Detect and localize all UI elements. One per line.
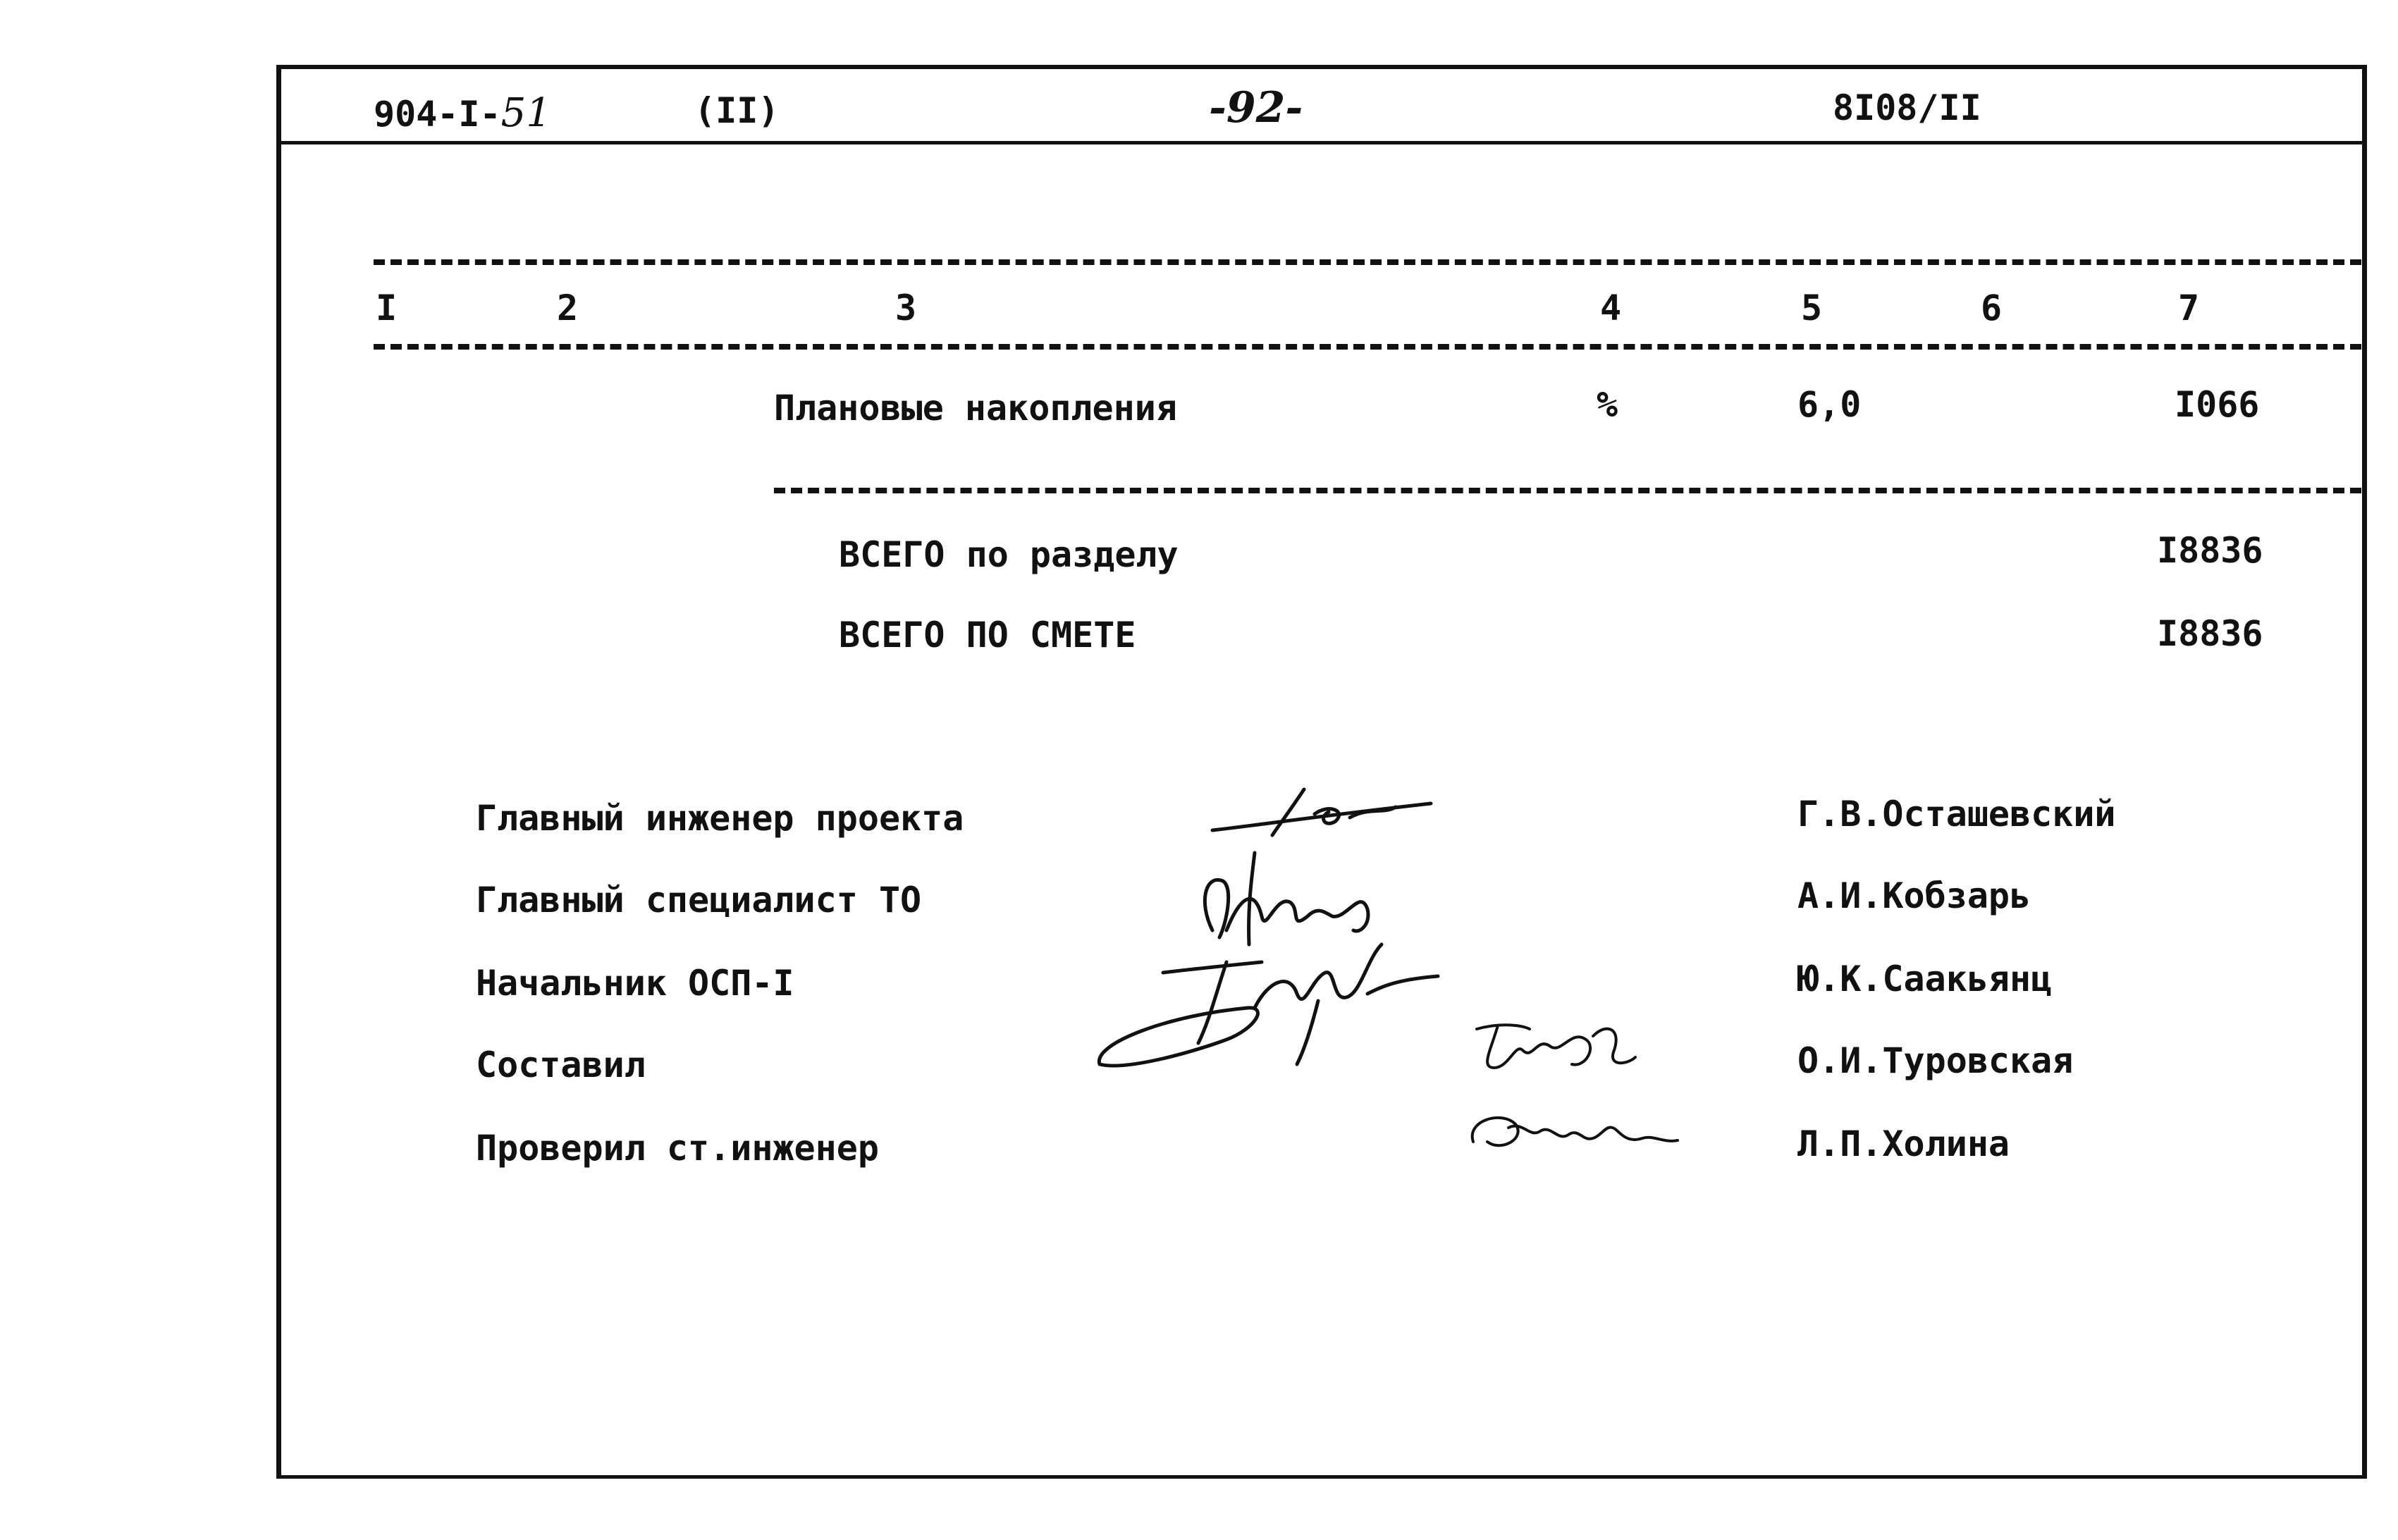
header-divider (276, 141, 2367, 144)
totals-dashed-rule (774, 488, 2361, 493)
column-number-1: I (376, 288, 398, 328)
row-rate: 6,0 (1797, 384, 1862, 425)
total-section-label: ВСЕГО по разделу (839, 534, 1179, 575)
signatory-position-1: Главный инженер проекта (476, 798, 964, 839)
signature-compiler (1466, 1008, 1649, 1085)
signature-checker (1459, 1099, 1685, 1163)
row-name: Плановые накопления (774, 388, 1177, 429)
column-number-4: 4 (1600, 288, 1622, 328)
total-section-amount: I8836 (2157, 530, 2263, 571)
column-number-7: 7 (2178, 288, 2200, 328)
column-number-2: 2 (557, 288, 579, 328)
sheet-code: 8I08/II (1833, 87, 1981, 128)
table-top-dashed-rule (374, 259, 2361, 265)
part-number: (II) (694, 90, 780, 131)
total-estimate-amount: I8836 (2157, 613, 2263, 654)
signatory-position-2: Главный специалист ТО (476, 880, 922, 920)
signatory-name-2: А.И.Кобзарь (1797, 875, 2031, 916)
signatory-position-5: Проверил ст.инженер (476, 1128, 879, 1169)
document-code (374, 90, 551, 136)
total-estimate-label: ВСЕГО ПО СМЕТЕ (839, 615, 1136, 655)
column-number-6: 6 (1981, 288, 2003, 328)
page-frame (276, 65, 2367, 1479)
column-number-3: 3 (895, 288, 917, 328)
column-number-5: 5 (1801, 288, 1823, 328)
row-amount: I066 (2175, 384, 2260, 425)
signatory-name-5: Л.П.Холина (1797, 1123, 2010, 1164)
signatory-name-3: Ю.К.Саакьянц (1797, 959, 2053, 999)
signatory-name-4: О.И.Туровская (1797, 1040, 2074, 1081)
signatory-name-1: Г.В.Осташевский (1797, 794, 2116, 834)
signature-department-head (1086, 930, 1480, 1085)
signatory-position-3: Начальник ОСП-I (476, 963, 794, 1004)
signatory-position-4: Составил (476, 1045, 646, 1085)
document-code-prefix: 904-I- (374, 94, 501, 135)
signature-chief-engineer (1198, 775, 1452, 846)
page-number: -92- (1209, 83, 1303, 133)
table-header-dashed-rule (374, 344, 2361, 350)
document-code-handwritten: 51 (500, 90, 551, 136)
row-unit: % (1597, 384, 1618, 425)
